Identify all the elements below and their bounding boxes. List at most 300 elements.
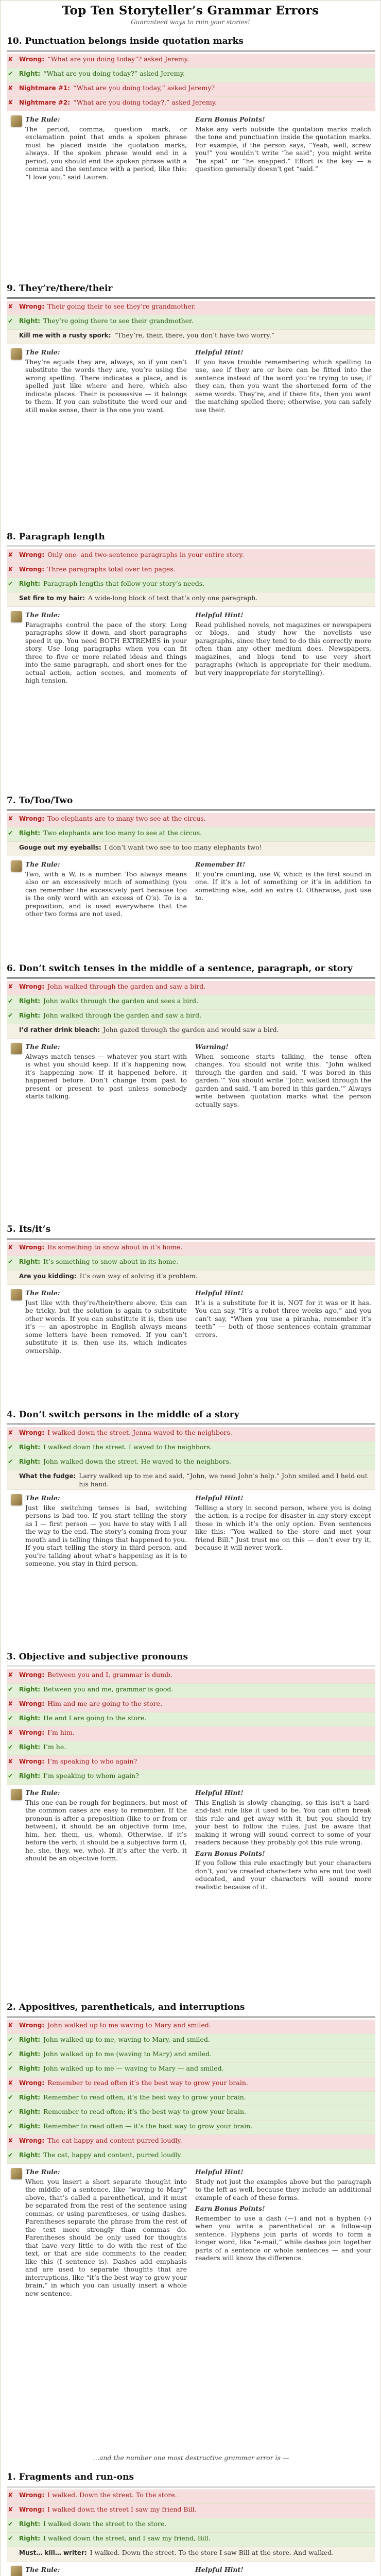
rule-text: Always match tenses — whatever you start with is what you should keep. If it’s happening now, it’s happening now. If it happened before, it happened before. Don’t change from past to present or present to past unless somebody starts talking. — [25, 1052, 187, 1100]
hint-heading: Warning! — [195, 1043, 229, 1050]
example-label: Right: — [19, 1258, 41, 1265]
example-row-wrong — [7, 2489, 375, 2504]
cross-icon: ✘ — [8, 1671, 13, 1679]
section-heading — [7, 1406, 375, 1425]
example-list — [7, 54, 375, 111]
example-row-wrong — [7, 1427, 375, 1442]
example-row-wrong — [7, 82, 375, 97]
example-label: Right: — [19, 1012, 41, 1019]
hint-text: If you have trouble remembering which spelling to use, see if they are or here can be fitted into the sentence instead of the word you’re trying to use; if they can, then you want the shortened form of the same words. They’re, and if there fits, then you want the matching spelled there; otherwise, you can safely use their. — [195, 358, 371, 414]
example-text: He and I are going to the store. — [43, 1714, 147, 1722]
example-row-right — [7, 1456, 375, 1470]
section-5 — [7, 960, 375, 1221]
example-list — [7, 301, 375, 344]
example-row-right — [7, 68, 375, 82]
example-text: John walked through the garden and saw a bird. — [47, 982, 206, 990]
hint-text: It’s is a substitute for it is, NOT for it was or it has. You can say, “It’s a robot three weeks ago,” and you can’t say, “When you use a piranha, remember it’s teeth” — both of those sentences contain grammar errors. — [195, 1298, 371, 1338]
rule-heading: The Rule: — [25, 1789, 60, 1797]
hint-heading: Helpful Hint! — [195, 2168, 244, 2176]
bonus-text: Remember to use a dash (—) and not a hyphen (-) when you write a parenthetical or a follow-up sentence. Hyphens join parts of words to form a longer word, like “e-mail,” while dashes join together parts of a sentence or whole sentences — and your readers will know the difference. — [195, 2214, 371, 2262]
section-title-text: They’re/there/their — [19, 283, 113, 294]
example-row-wrong — [7, 564, 375, 578]
hint-column — [191, 1789, 375, 1894]
check-icon: ✔ — [8, 70, 13, 77]
example-label: Right: — [19, 1686, 41, 1693]
check-icon: ✔ — [8, 317, 13, 325]
section-title — [7, 1410, 239, 1420]
example-label: Wrong: — [19, 56, 45, 63]
example-text: John gazed through the garden and would saw a bird. — [103, 1026, 279, 1033]
cross-icon: ✘ — [8, 2021, 13, 2029]
example-text: John walked up to me — waving to Mary — and smiled. — [43, 2064, 224, 2072]
example-row-wrong — [7, 1669, 375, 1684]
check-icon: ✔ — [8, 1443, 13, 1451]
hint-text: Read published novels, not magazines or newspapers or blogs, and study how the novelists use paragraphs, since they tend to do this correctly more often than any other medium does. Newspapers, magazines, and blogs tend to use very short paragraphs (which is appropriate for their medium, but very inappropriate for storytelling). — [195, 620, 371, 676]
section-title — [7, 283, 112, 294]
example-row-wrong — [7, 2135, 375, 2149]
example-list — [7, 1427, 375, 1490]
section-number: 5. — [7, 1224, 16, 1234]
book-icon — [11, 860, 22, 872]
rule-column — [7, 115, 191, 184]
explanation-columns — [7, 2168, 375, 2300]
example-row-right — [7, 2533, 375, 2547]
example-row-right — [7, 2092, 375, 2106]
section-heading — [7, 1221, 375, 1240]
cross-icon: ✘ — [8, 982, 13, 990]
example-text: Between you and me, grammar is good. — [43, 1685, 174, 1693]
section-number: 8. — [7, 532, 16, 542]
example-text: I’m he. — [43, 1743, 66, 1751]
example-text: Three paragraphs total over ten pages. — [47, 565, 176, 573]
example-label: Wrong: — [19, 1671, 45, 1679]
example-list — [7, 1242, 375, 1285]
book-icon — [11, 1289, 22, 1300]
check-icon: ✔ — [8, 1743, 13, 1751]
hint-column — [191, 2566, 375, 2576]
section-3 — [7, 528, 375, 792]
hint-column — [191, 1289, 375, 1358]
section-number: 3. — [7, 1652, 16, 1662]
example-row-wrong — [7, 813, 375, 827]
example-label: Are you kidding: — [19, 1273, 77, 1280]
example-row-wrong — [7, 2020, 375, 2034]
check-icon: ✔ — [8, 2108, 13, 2115]
example-label: Gouge out my eyeballs: — [19, 844, 101, 851]
section-title-text: Don’t switch tenses in the middle of a sentence, paragraph, or story — [19, 963, 353, 974]
example-row-right — [7, 578, 375, 592]
rule-column — [7, 2168, 191, 2300]
explanation-columns — [7, 2566, 375, 2576]
example-label: Wrong: — [19, 2137, 45, 2144]
check-icon: ✔ — [8, 1258, 13, 1265]
check-icon: ✔ — [8, 2122, 13, 2130]
section-4 — [7, 792, 375, 960]
example-label: Wrong: — [19, 2022, 45, 2029]
example-row-right — [7, 1713, 375, 1727]
example-label: Wrong: — [19, 2506, 45, 2513]
example-row-wrong — [7, 1756, 375, 1770]
cross-icon: ✘ — [8, 1243, 13, 1251]
example-row-wrong — [7, 97, 375, 111]
example-text: I walked down the street I saw my friend Bill. — [47, 2505, 197, 2513]
example-label: Right: — [19, 997, 41, 1005]
example-row-right — [7, 2063, 375, 2077]
book-icon — [11, 1043, 22, 1054]
hint-text: When someone starts talking, the tense often changes. You should not write this: “John walked through the garden and said, ‘I was bored in this garden.’” You should write “John walked through the garden and said, ‘I am bored in this garden.’” Always write between quotation marks what the person actually says. — [195, 1052, 371, 1108]
example-text: Remember to read often — it’s the best way to grow your brain. — [43, 2122, 253, 2130]
example-list — [7, 2020, 375, 2164]
rule-column — [7, 1789, 191, 1894]
section-10 — [7, 2468, 375, 2576]
section-title — [7, 2002, 245, 2012]
cross-icon: ✘ — [8, 55, 13, 63]
example-row-wrong — [7, 1698, 375, 1713]
example-label: Wrong: — [19, 1429, 45, 1436]
example-row-note — [7, 2547, 375, 2562]
rule-column — [7, 611, 191, 688]
hint-text: If you’re counting, use W, which is the first sound in one. If it’s a lot of something or it’s in addition to something else, add an extra O. Otherwise, just use to. — [195, 870, 371, 902]
rule-heading: The Rule: — [25, 860, 60, 868]
example-text: I walked down the street. Jenna waved to the neighbors. — [47, 1429, 232, 1436]
example-text: Remember to read often it’s the best way to grow your brain. — [47, 2079, 248, 2087]
example-text: I walked. Down the street. To the store I saw Bill at the store. And walked. — [90, 2549, 334, 2556]
example-text: Remember to read often, it’s the best way to grow your brain. — [43, 2093, 246, 2101]
hint-column — [191, 348, 375, 417]
example-row-right — [7, 2518, 375, 2533]
explanation-columns — [7, 115, 375, 184]
section-heading — [7, 1998, 375, 2018]
book-icon — [11, 1494, 22, 1505]
rule-column — [7, 2566, 191, 2576]
example-text: “What are you doing today?” asked Jeremy. — [43, 70, 185, 77]
example-text: “What are you doing today?,” asked Jeremy. — [73, 98, 217, 106]
example-label: Wrong: — [19, 815, 45, 822]
check-icon: ✔ — [8, 2151, 13, 2159]
example-text: Too elephants are to many two see at the circus. — [47, 815, 206, 822]
example-label: What the fudge: — [19, 1472, 76, 1480]
section-title — [7, 2472, 134, 2482]
divider-text: …and the number one most destructive grammar error is — — [93, 2454, 289, 2462]
example-row-right — [7, 1770, 375, 1785]
rule-text: Paragraphs control the pace of the story. Long paragraphs slow it down, and short paragraphs speed it up. You need BOTH EXTREMES in your story. Use long paragraphs when you can fit three to five or more related ideas and things into the same paragraph, and short ones for the actual action, action scenes, and moments of high tension. — [25, 620, 187, 684]
check-icon: ✔ — [8, 2534, 13, 2542]
example-row-note — [7, 592, 375, 607]
section-title-text: Fragments and run-ons — [19, 2472, 134, 2482]
header — [1, 1, 380, 32]
cross-icon: ✘ — [8, 302, 13, 310]
example-label: Wrong: — [19, 566, 45, 573]
example-row-right — [7, 1256, 375, 1270]
example-row-right — [7, 315, 375, 330]
example-label: Right: — [19, 317, 41, 325]
section-title — [7, 532, 105, 542]
example-label: Nightmare #2: — [19, 99, 71, 106]
cross-icon: ✘ — [8, 84, 13, 92]
rule-heading: The Rule: — [25, 1289, 60, 1297]
cross-icon: ✘ — [8, 1757, 13, 1765]
check-icon: ✔ — [8, 1772, 13, 1780]
rule-heading: The Rule: — [25, 2168, 60, 2176]
example-row-right — [7, 1741, 375, 1756]
example-label: I’d rather drink bleach: — [19, 1026, 100, 1033]
example-row-wrong — [7, 2504, 375, 2518]
example-text: I’m him. — [47, 1728, 75, 1736]
example-label: Wrong: — [19, 1244, 45, 1251]
example-label: Wrong: — [19, 2079, 45, 2087]
example-text: I walked down the street to the store. — [43, 2520, 167, 2528]
example-text: A wide-long block of text that’s only one paragraph. — [88, 594, 258, 602]
section-number: 2. — [7, 2002, 16, 2012]
check-icon: ✔ — [8, 2520, 13, 2528]
example-list — [7, 813, 375, 856]
rule-column — [7, 348, 191, 417]
example-row-note — [7, 1024, 375, 1039]
example-text: The cat happy and content purred loudly. — [47, 2137, 182, 2144]
example-list — [7, 981, 375, 1039]
hint-heading: Remember It! — [195, 860, 246, 868]
example-text: “What are you doing today”? asked Jeremy. — [47, 55, 189, 63]
hint-column — [191, 860, 375, 921]
example-text: John walked up to me waving to Mary and smiled. — [47, 2021, 211, 2029]
example-row-right — [7, 2106, 375, 2121]
bonus-text: If you follow this rule exactingly but your characters don’t, you’ve created characters who are not too well educated, and your characters will sound more realistic because of it. — [195, 1859, 371, 1891]
example-row-right — [7, 1442, 375, 1456]
book-icon — [11, 2566, 22, 2576]
rule-text: This one can be rough for beginners, but most of the common cases are easy to remember. If the pronoun is after a preposition (like to or from or between), it should be an objective form (me, him, her, them, us, whom). Otherwise, if it’s before the verb, it should be a subjective form (I, he, she, they, we, who). If it’s after the verb, it should be an objective form. — [25, 1798, 187, 1862]
section-title-text: Punctuation belongs inside quotation marks — [25, 36, 244, 46]
section-title — [7, 1224, 50, 1234]
example-label: Wrong: — [19, 303, 45, 310]
example-row-right — [7, 1010, 375, 1024]
example-label: Wrong: — [19, 551, 45, 558]
example-label: Right: — [19, 1772, 41, 1780]
example-label: Right: — [19, 2123, 41, 2130]
section-title — [7, 795, 73, 806]
section-title — [7, 36, 244, 46]
cross-icon: ✘ — [8, 98, 13, 106]
example-label: Kill me with a rusty spork: — [19, 332, 111, 339]
example-label: Right: — [19, 2520, 41, 2528]
section-title-text: Its/it’s — [19, 1224, 51, 1234]
example-label: Wrong: — [19, 983, 45, 990]
example-text: Him and me are going to the store. — [47, 1700, 163, 1707]
section-2 — [7, 280, 375, 528]
section-title-text: Objective and subjective pronouns — [19, 1652, 188, 1662]
rule-heading: The Rule: — [25, 1494, 60, 1502]
rule-text: Just like with they’re/their/there above, this can be tricky, but the solution is again to substitute other words. If you can substitute it is, then use it’s — an apostrophe in English always means some letters have been removed. If you can’t substitute it is, then use its, which indicates ownership. — [25, 1298, 187, 1354]
example-row-note — [7, 330, 375, 344]
example-label: Right: — [19, 1458, 41, 1465]
hint-heading: Helpful Hint! — [195, 1789, 244, 1797]
check-icon: ✔ — [8, 997, 13, 1005]
explanation-columns — [7, 1494, 375, 1571]
example-label: Right: — [19, 2151, 41, 2159]
check-icon: ✔ — [8, 2064, 13, 2072]
check-icon: ✔ — [8, 829, 13, 837]
section-heading — [7, 2468, 375, 2487]
section-number: 4. — [7, 1410, 16, 1420]
section-6 — [7, 1221, 375, 1406]
section-heading — [7, 280, 375, 299]
explanation-columns — [7, 1289, 375, 1358]
example-list — [7, 549, 375, 607]
section-1 — [7, 32, 375, 280]
example-label: Right: — [19, 2108, 41, 2115]
check-icon: ✔ — [8, 1685, 13, 1693]
example-label: Right: — [19, 2065, 41, 2072]
example-text: Their going their to see they’re grandmother. — [47, 302, 196, 310]
rule-text: Two, with a W, is a number. Too always means also or an excessively much of something (you can remember the excessively part because too is the only word with an excess of O’s). To is a preposition, and is used everywhere that the other two forms are not used. — [25, 870, 187, 918]
example-row-right — [7, 827, 375, 842]
example-text: It’s something to snow about in its home. — [43, 1258, 179, 1265]
example-text: Paragraph lengths that follow your story’s needs. — [43, 580, 205, 587]
hint-column — [191, 611, 375, 688]
hint-text: This English is slowly changing, so this isn’t a hard-and-fast rule like it used to be. You can often break this rule and get away with it, but you should try your best to follow the rules. Just be aware that making it wrong will sound correct to some of your readers because they probably got this rule wrong. — [195, 1798, 371, 1846]
example-text: Its something to snow about in it’s home. — [47, 1243, 183, 1251]
cross-icon: ✘ — [8, 1429, 13, 1436]
example-label: Right: — [19, 2094, 41, 2101]
hint-text: Telling a story in second person, where you is doing the action, is a recipe for disaster in any story except those in which it’s the only option. Even sentences like this: “You walked to the store and met your friend Bill.” Just trust me on this — don’t ever try it, because it will never work. — [195, 1503, 371, 1551]
bonus-heading: Earn Bonus Points! — [195, 1849, 265, 1857]
rule-text: They’re equals they are, always, so if you can’t substitute the words they are, you’re using the wrong spelling. There indicates a place, and is spelled just like where and here, which also indicate places. Their is possessive — it belongs to them. If you can substitute the word our and still make sense, their is the one you want. — [25, 358, 187, 414]
example-text: It’s own way of solving it’s problem. — [79, 1272, 198, 1280]
section-title-text: Paragraph length — [19, 532, 105, 542]
rule-column — [7, 1289, 191, 1358]
example-row-wrong — [7, 54, 375, 68]
example-label: Right: — [19, 2036, 41, 2043]
example-text: Larry walked up to me and said, “John, we need John’s help.” John smiled and I held out his hand. — [79, 1472, 368, 1488]
example-text: The cat, happy and content, purred loudly. — [43, 2151, 182, 2159]
example-label: Wrong: — [19, 1700, 45, 1707]
book-icon — [11, 1789, 22, 1800]
example-row-wrong — [7, 1242, 375, 1256]
check-icon: ✔ — [8, 2093, 13, 2101]
example-text: John walked through the garden and saw a bird. — [43, 1011, 202, 1019]
example-text: Between you and I, grammar is dumb. — [47, 1671, 173, 1679]
hint-column — [191, 1043, 375, 1111]
example-text: They’re going there to see their grandmother. — [43, 317, 194, 325]
example-label: Nightmare #1: — [19, 84, 71, 92]
example-text: I’m speaking to whom again? — [43, 1772, 139, 1780]
example-row-right — [7, 995, 375, 1010]
example-row-wrong — [7, 301, 375, 315]
cross-icon: ✘ — [8, 2491, 13, 2499]
cross-icon: ✘ — [8, 565, 13, 573]
example-label: Right: — [19, 70, 41, 77]
page-title: Top Ten Storyteller’s Grammar Errors — [62, 4, 319, 18]
example-list — [7, 1669, 375, 1785]
rule-text: When you insert a short separate thought into the middle of a sentence, like “waving to Mary” above, that’s called a parenthetical, and it must be separated from the rest of the sentence using commas, or using parentheses, or using dashes. Parentheses separate the phrase from the rest of the text more strongly than commas do. Parentheses should be only used for thoughts that have very little to do with the rest of the text, or that are side comments to the reader, like this (I sentence is). Dashes add emphasis and are used to separate thoughts that are interruptions, like “it’s the best way to grow your brain,” in which you can usually insert a whole new sentence. — [25, 2177, 187, 2297]
check-icon: ✔ — [8, 2036, 13, 2043]
example-row-right — [7, 1684, 375, 1698]
check-icon: ✔ — [8, 580, 13, 587]
rule-heading: The Rule: — [25, 115, 60, 123]
example-text: “What are you doing today,” asked Jeremy? — [73, 84, 215, 92]
example-list — [7, 2489, 375, 2562]
example-row-right — [7, 2121, 375, 2135]
check-icon: ✔ — [8, 1011, 13, 1019]
example-label: Set fire to my hair: — [19, 595, 85, 602]
example-text: Remember to read often; it’s the best way to grow your brain. — [43, 2108, 246, 2115]
section-8 — [7, 1648, 375, 1998]
rule-column — [7, 1494, 191, 1571]
example-row-note — [7, 1470, 375, 1490]
explanation-columns — [7, 1043, 375, 1111]
example-label: Wrong: — [19, 1758, 45, 1765]
section-title-text: Don’t switch persons in the middle of a story — [19, 1410, 239, 1420]
check-icon: ✔ — [8, 1714, 13, 1722]
section-title — [7, 963, 353, 974]
cross-icon: ✘ — [8, 2137, 13, 2144]
example-row-right — [7, 2034, 375, 2048]
example-row-wrong — [7, 2077, 375, 2092]
example-text: I walked down the street. I waved to the neighbors. — [43, 1443, 212, 1451]
example-row-wrong — [7, 981, 375, 995]
hint-text: Make any verb outside the quotation marks match the tone and punctuation inside the quotation marks. For example, if the person says, “Yeah, well, screw you!” you wouldn’t write “he said”; you might write “he spat” or “he snapped.” Effort is the key — a question generally doesn’t get “said.” — [195, 125, 371, 173]
cross-icon: ✘ — [8, 1700, 13, 1707]
section-heading — [7, 32, 375, 52]
example-row-right — [7, 2149, 375, 2164]
example-text: I walked. Down the street. To the store. — [47, 2491, 177, 2499]
bonus-heading: Earn Bonus Points! — [195, 2205, 265, 2212]
section-number: 7. — [7, 795, 16, 806]
rule-text: The period, comma, question mark, or exclamation point that ends a spoken phrase must be placed inside the quotation marks, always. If the spoken phrase would end in a period, you should end the spoken phrase with a comma and the sentence with a period, like this: “I love you,” said Lauren. — [25, 125, 187, 181]
section-title — [7, 1652, 188, 1662]
hint-heading: Earn Bonus Points! — [195, 115, 265, 123]
cross-icon: ✘ — [8, 1728, 13, 1736]
hint-heading: Helpful Hint! — [195, 2566, 244, 2573]
example-row-wrong — [7, 1727, 375, 1741]
book-icon — [11, 348, 22, 360]
section-number: 9. — [7, 283, 16, 294]
section-number: 6. — [7, 963, 16, 974]
example-text: Only one- and two-sentence paragraphs in your entire story. — [47, 551, 244, 558]
hint-heading: Helpful Hint! — [195, 1289, 244, 1297]
example-text: Two elephants are too many to see at the circus. — [43, 829, 202, 837]
check-icon: ✔ — [8, 1458, 13, 1465]
example-text: John walked down the street. He waved to the neighbors. — [43, 1458, 231, 1465]
cross-icon: ✘ — [8, 2505, 13, 2513]
check-icon: ✔ — [8, 2050, 13, 2058]
example-label: Right: — [19, 2535, 41, 2542]
explanation-columns — [7, 1789, 375, 1894]
example-row-right — [7, 2048, 375, 2063]
example-text: I don’t want two see to too many elephants two! — [104, 843, 262, 851]
rule-heading: The Rule: — [25, 611, 60, 619]
section-number: 10. — [7, 36, 22, 46]
section-7 — [7, 1406, 375, 1648]
example-text: I walked down the street, and I saw my friend, Bill. — [43, 2534, 211, 2542]
cross-icon: ✘ — [8, 551, 13, 558]
example-label: Right: — [19, 580, 41, 587]
rule-heading: The Rule: — [25, 1043, 60, 1050]
example-text: “They’re, their, there, you don’t have two worry.” — [114, 331, 275, 339]
example-text: I’m speaking to who again? — [47, 1757, 137, 1765]
explanation-columns — [7, 348, 375, 417]
rule-column — [7, 1043, 191, 1111]
explanation-columns — [7, 611, 375, 688]
hint-heading: Helpful Hint! — [195, 348, 244, 356]
example-label: Wrong: — [19, 2492, 45, 2499]
section-title-text: To/Too/Two — [19, 795, 73, 806]
example-label: Wrong: — [19, 1729, 45, 1736]
section-9 — [7, 1998, 375, 2452]
example-text: John walked up to me, waving to Mary, and smiled. — [43, 2036, 210, 2043]
example-label: Right: — [19, 829, 41, 837]
hint-heading: Helpful Hint! — [195, 611, 244, 619]
explanation-columns — [7, 860, 375, 921]
